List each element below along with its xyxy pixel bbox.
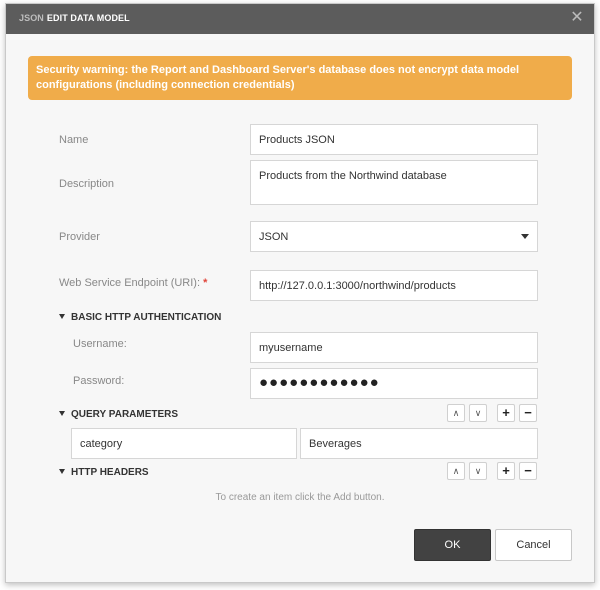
dropdown-arrow-icon — [521, 234, 529, 239]
http-headers-section-toggle[interactable] — [59, 467, 149, 478]
endpoint-input[interactable]: http://127.0.0.1:3000/northwind/products — [250, 270, 538, 301]
password-masked-value: ●●●●●●●●●●●● — [259, 374, 380, 391]
endpoint-label — [59, 277, 207, 289]
move-down-button[interactable]: ∨ — [469, 404, 487, 422]
move-up-button[interactable]: ∧ — [447, 462, 465, 480]
required-marker: * — [203, 277, 208, 289]
dialog-title-prefix: JSON — [19, 13, 44, 23]
dialog-title-text: EDIT DATA MODEL — [46, 13, 130, 23]
add-header-button[interactable]: + — [497, 462, 515, 480]
name-input[interactable]: Products JSON — [250, 124, 538, 155]
collapse-triangle-icon — [59, 469, 65, 474]
collapse-triangle-icon — [59, 411, 65, 416]
move-up-button[interactable]: ∧ — [447, 404, 465, 422]
edit-data-model-dialog — [5, 3, 595, 583]
http-headers-section-title: HTTP HEADERS — [71, 467, 149, 478]
provider-select-value: JSON — [259, 231, 289, 243]
description-label: Description — [59, 178, 115, 190]
security-warning: Security warning: the Report and Dashboard Server's database does not encrypt data model configurations (including connection credentials) — [28, 56, 572, 100]
endpoint-label-text: Web Service Endpoint (URI): — [59, 277, 201, 289]
query-param-value-input[interactable]: Beverages — [300, 428, 538, 459]
password-label: Password: — [73, 375, 125, 387]
dialog-title — [19, 13, 130, 23]
query-params-section-toggle[interactable] — [59, 409, 178, 420]
query-param-key-input[interactable]: category — [71, 428, 297, 459]
provider-label: Provider — [59, 231, 100, 243]
auth-section-title: BASIC HTTP AUTHENTICATION — [71, 312, 222, 323]
cancel-button[interactable]: Cancel — [495, 529, 572, 561]
query-params-section-title: QUERY PARAMETERS — [71, 409, 179, 420]
add-query-param-button[interactable]: + — [497, 404, 515, 422]
dialog-titlebar — [6, 4, 594, 34]
empty-headers-hint: To create an item click the Add button. — [215, 492, 385, 503]
name-label: Name — [59, 134, 89, 146]
provider-select[interactable] — [250, 221, 538, 252]
auth-section-toggle[interactable] — [59, 312, 221, 323]
password-input[interactable] — [250, 368, 538, 399]
username-input[interactable]: myusername — [250, 332, 538, 363]
collapse-triangle-icon — [59, 314, 65, 319]
username-label: Username: — [73, 338, 127, 350]
move-down-button[interactable]: ∨ — [469, 462, 487, 480]
remove-query-param-button[interactable]: − — [519, 404, 537, 422]
ok-button[interactable]: OK — [414, 529, 491, 561]
close-icon[interactable]: ✕ — [570, 9, 584, 26]
description-textarea[interactable]: Products from the Northwind database — [250, 160, 538, 205]
remove-header-button[interactable]: − — [519, 462, 537, 480]
